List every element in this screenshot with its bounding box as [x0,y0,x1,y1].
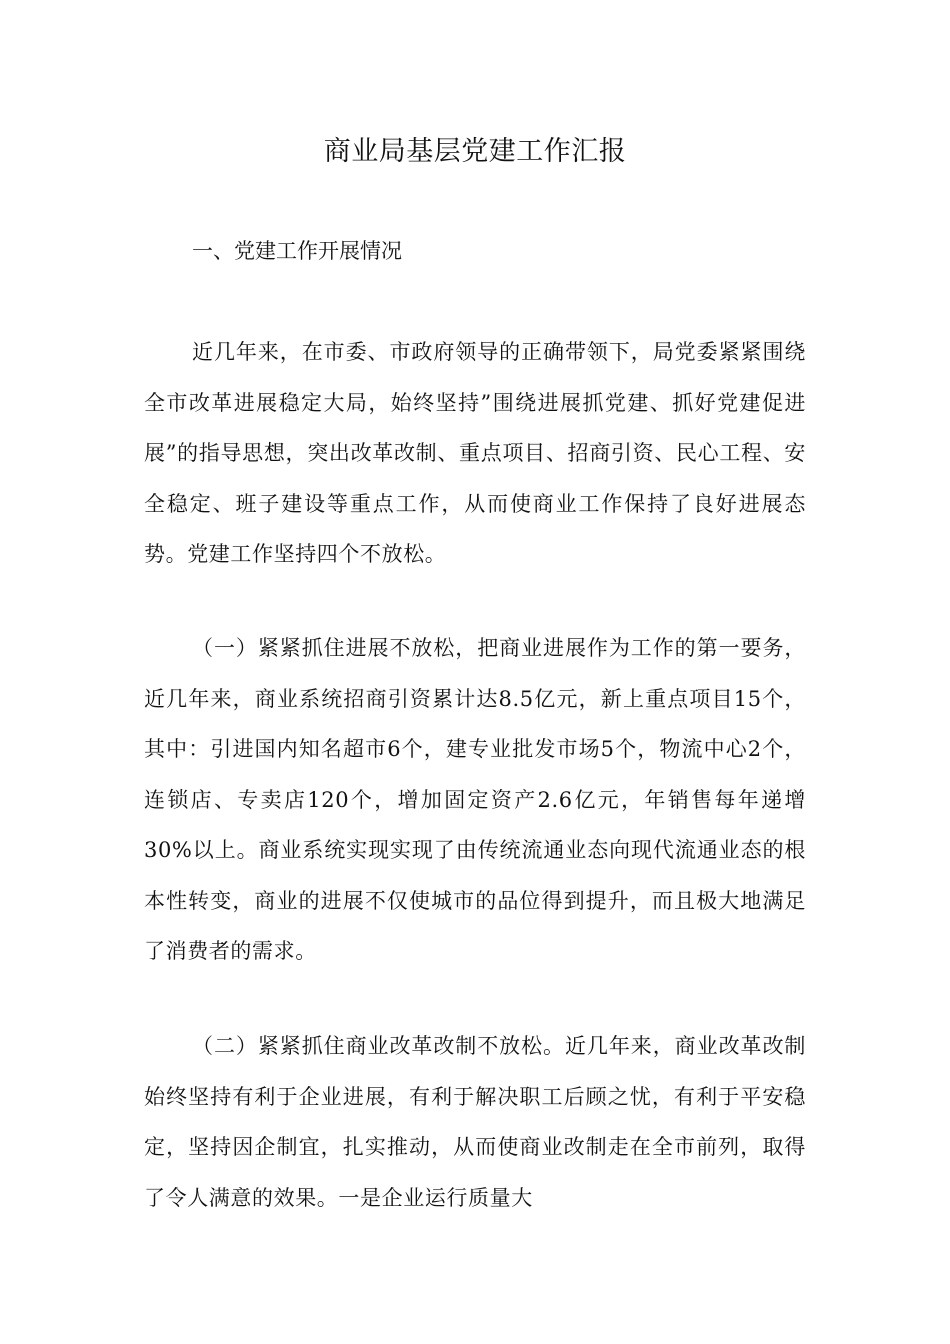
paragraph-two: （二）紧紧抓住商业改革改制不放松。近几年来，商业改革改制始终坚持有利于企业进展，有利于解决职工后顾之忧，有利于平安稳定，坚持因企制宜，扎实推动，从而使商业改制走在全市前列，取得了令人满意的效果。一是企业运行质量大 [144,1034,806,1210]
section-heading: 一、党建工作开展情况 [192,239,402,263]
paragraph-one: （一）紧紧抓住进展不放松，把商业进展作为工作的第一要务，近几年来，商业系统招商引资累计达8.5亿元，新上重点项目15个，其中：引进国内知名超市6个，建专业批发市场5个，物流中心2个，连锁店、专卖店120个，增加固定资产2.6亿元，年销售每年递增30%以上。商业系统实现实现了由传统流通业态向现代流通业态的根本性转变，商业的进展不仅使城市的品位得到提升，而且极大地满足了消费者的需求。 [144,636,806,963]
paragraph-intro: 近几年来，在市委、市政府领导的正确带领下，局党委紧紧围绕全市改革进展稳定大局，始终坚持”围绕进展抓党建、抓好党建促进展”的指导思想，突出改革改制、重点项目、招商引资、民心工程、安全稳定、班子建设等重点工作，从而使商业工作保持了良好进展态势。党建工作坚持四个不放松。 [144,340,806,566]
document-title: 商业局基层党建工作汇报 [323,136,627,167]
